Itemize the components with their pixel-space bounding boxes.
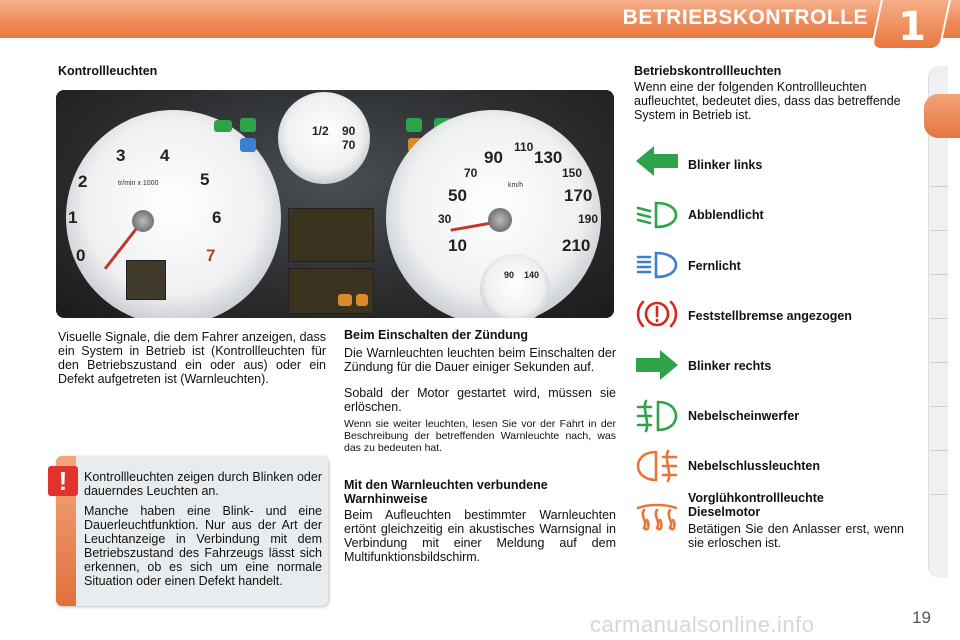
intro-paragraph: Visuelle Signale, die dem Fahrer anzeigen, dass ein System in Betrieb ist (Kontrollleuchten für den Betriebszustand ein oder aus) oder ein Defekt aufgetreten ist (Warnleuchten). [58,330,326,386]
speedo-number: 130 [534,148,563,167]
center-display-lower [288,268,374,314]
speedo-number: 110 [514,140,534,154]
section-heading-betriebskontrollleuchten: Betriebskontrollleuchten [634,64,782,78]
label-vorgluehkontrollleuchte: Vorglühkontrollleuchte Dieselmotor [688,491,824,519]
paragraph-vorgluehen: Betätigen Sie den Anlasser erst, wenn sie erloschen ist. [688,522,904,550]
main-beam-icon [634,248,680,282]
speedo-number: 10 [448,236,467,255]
lamp-dipped-beam [240,118,256,132]
speedo-unit-label: km/h [508,182,524,189]
paragraph-zuendung-1: Die Warnleuchten leuchten beim Einschalten der Zündung für die Dauer einiger Sekunden auf. [344,346,616,374]
speedo-number: 190 [578,212,599,226]
arrow-right-icon [634,348,680,382]
tacho-number: 2 [78,172,88,191]
side-tab-active[interactable] [924,94,960,138]
lamp-warning-service [338,294,352,306]
label-abblendlicht: Abblendlicht [688,208,764,222]
lamp-front-fog [406,118,422,132]
instrument-cluster-photo [56,90,614,318]
paragraph-zuendung-2: Sobald der Motor gestartet wird, müssen sie erlöschen. [344,386,616,414]
tacho-unit-label: tr/min x 1000 [118,180,159,187]
label-blinker-rechts: Blinker rechts [688,359,772,373]
side-tab-divider [930,450,948,451]
speedo-number: 30 [438,212,452,226]
arrow-left-icon [634,144,680,178]
tacho-number: 0 [76,246,86,265]
side-tab-rail [928,66,948,578]
side-tab-divider [930,230,948,231]
side-tab-divider [930,362,948,363]
lamp-main-beam [240,138,256,152]
tacho-number: 4 [160,146,170,165]
paragraph-warnhinweise: Beim Aufleuchten bestimmter Warnleuchten ertönt gleichzeitig ein akustisches Warnsignal in Verbindung mit einer Meldung auf dem Multifunktionsbildschirm. [344,508,616,564]
note-paragraph-1: Kontrollleuchten zeigen durch Blinken oder dauerndes Leuchten an. [84,470,322,498]
front-fog-icon [634,398,680,432]
page-number: 19 [912,608,931,627]
lamp-indicator-left [214,120,232,132]
tacho-number: 7 [206,246,216,265]
note-paragraph-2: Manche haben eine Blink- und eine Dauerleuchtfunktion. Nur aus der Art der Leuchtanzeige in Verbindung mit dem Betriebszustand des Fahrzeugs lässt sich erkennen, ob es sich um eine normale Situation oder einen Defekt handelt. [84,504,322,588]
speedo-number: 70 [464,166,478,180]
coolant-temp-gauge [480,254,550,318]
paragraph-zuendung-3: Wenn sie weiter leuchten, lesen Sie vor der Fahrt in der Beschreibung der betreffenden Warnleuchte nach, was das zu bedeuten hat. [344,418,616,454]
label-blinker-links: Blinker links [688,158,763,172]
tacho-number: 3 [116,146,126,165]
section-heading-kontrollleuchten: Kontrollleuchten [58,64,158,78]
dipped-beam-icon [634,198,680,232]
speedo-number: 170 [564,186,593,205]
parking-brake-icon [634,296,680,330]
speedo-number: 50 [448,186,467,205]
label-nebelscheinwerfer: Nebelscheinwerfer [688,409,800,423]
fuel-gauge-number: 70 [342,138,356,152]
speedo-number: 210 [562,236,591,255]
page-header-title: BETRIEBSKONTROLLE [622,6,868,29]
section-heading-zuendung: Beim Einschalten der Zündung [344,328,529,342]
warning-exclamation-icon: ! [48,466,78,496]
side-tab-divider [930,186,948,187]
temp-gauge-number: 140 [524,270,540,280]
fuel-gauge-number: 1/2 [312,124,329,138]
tacho-hub [132,210,154,232]
section-heading-warnhinweise: Mit den Warnleuchten verbundene Warnhinweise [344,478,548,506]
side-tab-divider [930,494,948,495]
label-fernlicht: Fernlicht [688,259,741,273]
speedo-number: 150 [562,166,583,180]
glow-plug-icon [634,500,680,534]
watermark: carmanualsonline.info [590,612,815,637]
rear-fog-icon [634,448,680,482]
side-tab-divider [930,274,948,275]
chapter-number: 1 [898,4,926,50]
fuel-gauge-number: 90 [342,124,356,138]
label-feststellbremse: Feststellbremse angezogen [688,309,852,323]
speedo-number: 90 [484,148,503,167]
side-tab-divider [930,406,948,407]
tacho-display [126,260,166,300]
speedo-hub [488,208,512,232]
tacho-number: 1 [68,208,78,227]
fuel-temp-gauge [278,92,370,184]
lamp-warning-triangle [356,294,368,306]
side-tab-divider [930,318,948,319]
temp-gauge-number: 90 [504,270,515,280]
tacho-number: 6 [212,208,222,227]
center-display-upper [288,208,374,262]
label-nebelschlussleuchten: Nebelschlussleuchten [688,459,820,473]
paragraph-betriebskontrollleuchten: Wenn eine der folgenden Kontrollleuchten aufleuchtet, bedeutet dies, dass das betreffende System in Betrieb ist. [634,80,901,122]
tacho-number: 5 [200,170,210,189]
